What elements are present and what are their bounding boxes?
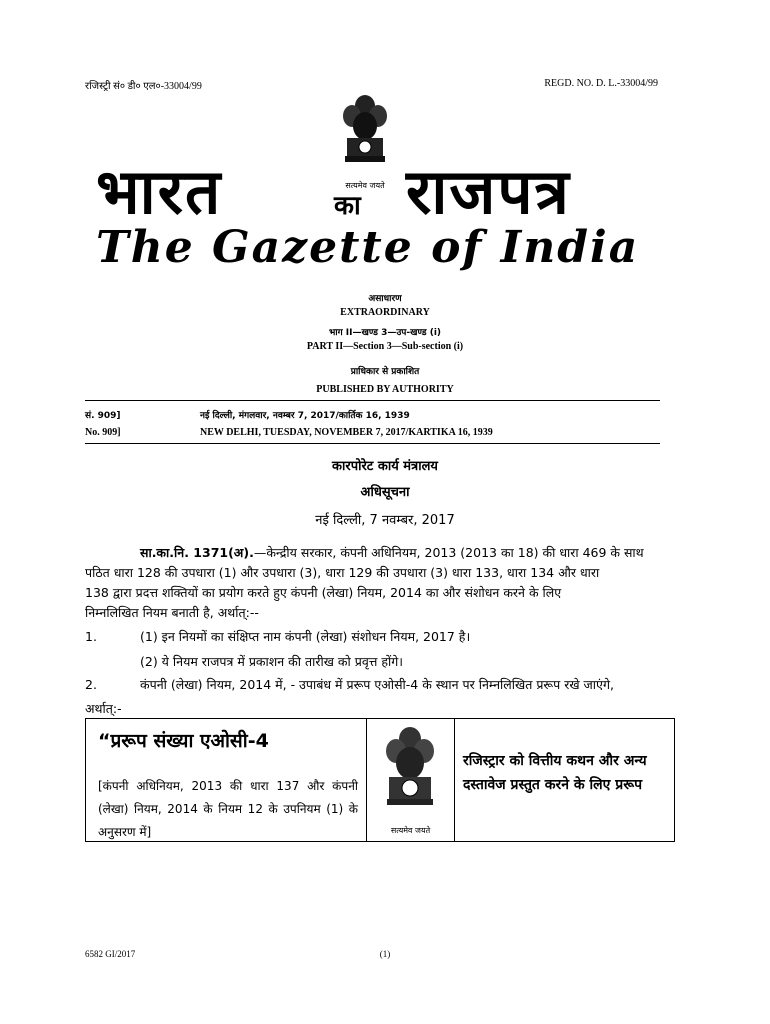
extraordinary-hindi: असाधारण bbox=[368, 294, 402, 304]
form-title-cell bbox=[86, 719, 367, 841]
registration-number-hindi: रजिस्ट्री सं० डी० एल०-33004/99 bbox=[85, 81, 202, 92]
paragraph-line-3: 138 द्वारा प्रदत्त शक्तियों का प्रयोग करते हुए कंपनी (लेखा) नियम, 2014 का और संशोधन करने के लिए bbox=[85, 585, 562, 600]
title-hindi-ka: का bbox=[334, 191, 361, 221]
form-emblem-icon bbox=[367, 719, 454, 823]
gsr-reference: सा.का.नि. 1371(अ). bbox=[140, 545, 254, 560]
part-english: PART II—Section 3—Sub-section (i) bbox=[306, 341, 464, 352]
footer-code: 6582 GI/2017 bbox=[85, 949, 136, 959]
registration-number-english: REGD. NO. D. L.-33004/99 bbox=[544, 78, 658, 89]
notification-heading: अधिसूचना bbox=[360, 485, 410, 500]
authority-hindi: प्राधिकार से प्रकाशित bbox=[350, 367, 420, 377]
divider-top bbox=[85, 400, 660, 401]
page-number: (1) bbox=[379, 949, 391, 959]
paragraph-line-2: पठित धारा 128 की उपधारा (1) और उपधारा (3), धारा 129 की उपधारा (3) धारा 133, धारा 134 और धारा bbox=[85, 565, 600, 580]
title-hindi-rajpatra: राजपत्र bbox=[406, 155, 571, 228]
rule-item-2-continued: अर्थात्:- bbox=[85, 701, 122, 716]
issue-date-english: NEW DELHI, TUESDAY, NOVEMBER 7, 2017/KARTIKA 16, 1939 bbox=[200, 427, 493, 438]
form-description: रजिस्ट्रार को वित्तीय कथन और अन्य दस्तावेज प्रस्तुत करने के लिए प्ररूप bbox=[463, 753, 647, 793]
extraordinary-english: EXTRAORDINARY bbox=[340, 307, 430, 318]
authority-english: PUBLISHED BY AUTHORITY bbox=[316, 384, 454, 395]
ministry-name: कारपोरेट कार्य मंत्रालय bbox=[332, 459, 438, 474]
divider-bottom bbox=[85, 443, 660, 444]
form-title: “प्ररूप संख्या एओसी-4 bbox=[98, 730, 269, 752]
notification-paragraph bbox=[85, 543, 675, 623]
rule-item-1b bbox=[85, 652, 675, 672]
item-number: 2. bbox=[85, 677, 97, 692]
part-hindi: भाग II—खण्ड 3—उप-खण्ड (i) bbox=[328, 328, 442, 338]
item-text: (1) इन नियमों का संक्षिप्त नाम कंपनी (लेखा) संशोधन नियम, 2017 है। bbox=[140, 629, 471, 644]
rule-item-1 bbox=[85, 627, 675, 647]
issue-number-hindi: सं. 909] bbox=[85, 411, 121, 421]
gazette-title-english: The Gazette of India bbox=[96, 222, 640, 273]
rule-item-2 bbox=[85, 675, 675, 695]
place-date: नई दिल्ली, 7 नवम्बर, 2017 bbox=[315, 513, 455, 528]
issue-number-english: No. 909] bbox=[85, 427, 121, 438]
form-emblem-motto: सत्यमेव जयते bbox=[390, 826, 431, 835]
item-text: कंपनी (लेखा) नियम, 2014 में, - उपाबंध में प्ररूप एओसी-4 के स्थान पर निम्नलिखित प्ररूप रखे जाएंगे, bbox=[140, 677, 614, 692]
paragraph-line-1: सा.का.नि. 1371(अ).—केन्द्रीय सरकार, कंपनी अधिनियम, 2013 (2013 का 18) की धारा 469 के साथ bbox=[140, 545, 644, 560]
form-header-box bbox=[85, 718, 675, 842]
form-emblem-cell bbox=[367, 719, 455, 841]
form-description-cell bbox=[455, 719, 674, 841]
issue-date-hindi: नई दिल्ली, मंगलवार, नवम्बर 7, 2017/कार्तिक 16, 1939 bbox=[200, 411, 410, 421]
paragraph-line-4: निम्नलिखित नियम बनाती है, अर्थात्:-- bbox=[85, 605, 259, 620]
item-text: (2) ये नियम राजपत्र में प्रकाशन की तारीख को प्रवृत्त होंगे। bbox=[140, 654, 404, 669]
item-number: 1. bbox=[85, 629, 97, 644]
form-subtitle: [कंपनी अधिनियम, 2013 की धारा 137 और कंपनी (लेखा) नियम, 2014 के नियम 12 के उपनियम (1) के अनुसरण में] bbox=[98, 779, 358, 839]
title-hindi-bharat: भारत bbox=[96, 155, 223, 228]
emblem-motto: सत्यमेव जयते bbox=[345, 181, 385, 190]
